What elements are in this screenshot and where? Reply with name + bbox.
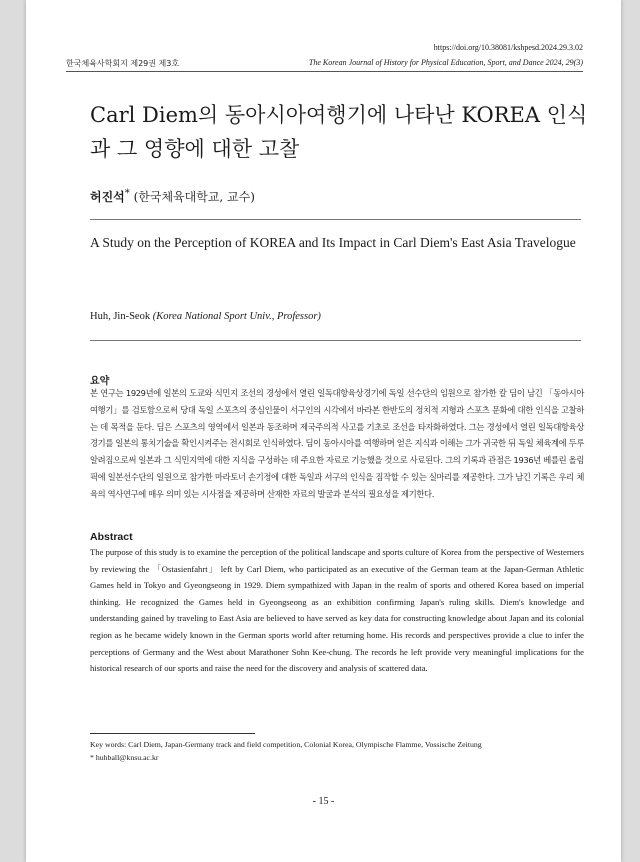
abstract-english-text: The purpose of this study is to examine the perception of the political landscape and sports culture of Korea from the perspective of Westerners by reviewing the 「Ostasienfahrt」 left by Carl Diem, who participated as an executive of the German team at the Japan-German Athletic Games held in Tokyo and Gyeongseong in 1929. Diem sympathized with Japan in the realm of sports and othered Korea based on imperial thinking. He recognized the Games held in Gyeongseong as an exhibition confirming Japan's ruling skills. Diem's knowledge and understanding gained by traveling to East Asia are believed to have served as key data for constructing knowledge about Japan and its colonial region as he became widely known in the German sports world after returning home. His records and perspectives provide a clue to infer the perceptions of Germany and the West about Marathoner Sohn Kee-chung. The records he left provide very meaningful implications for the historical research of our sports and raise the need for the discovery and analysis of scattered data. — [90, 547, 584, 674]
doi-link[interactable]: https://doi.org/10.38081/kshpesd.2024.29.3.02 — [433, 43, 583, 52]
author-korean-affiliation: (한국체육대학교, 교수) — [129, 190, 255, 204]
author-email[interactable]: * huhball@knsu.ac.kr — [90, 753, 159, 762]
title-korean: Carl Diem의 동아시아여행기에 나타난 KOREA 인식과 그 영향에 대한 고찰 — [90, 103, 588, 161]
page-number: - 15 - — [312, 796, 335, 807]
author-korean-name: 허진석 — [90, 190, 125, 204]
abstract-english-heading: Abstract — [90, 531, 133, 543]
author-english-affiliation: (Korea National Sport Univ., Professor) — [150, 311, 321, 322]
author-english — [90, 311, 321, 322]
title-english: A Study on the Perception of KOREA and Its Impact in Carl Diem's East Asia Travelogue — [90, 235, 576, 250]
title-divider-bottom — [90, 340, 581, 341]
author-english-name: Huh, Jin-Seok — [90, 311, 151, 322]
author-korean — [90, 188, 255, 205]
author-footnote-mark: * — [124, 188, 130, 199]
footnote-divider — [90, 733, 255, 734]
abstract-korean-heading: 요약 — [90, 376, 110, 387]
title-divider-top — [90, 219, 581, 220]
keywords: Key words: Carl Diem, Japan-Germany track and field competition, Colonial Korea, Olympische Flamme, Vossische Zeitung — [90, 740, 482, 749]
journal-name-english: The Korean Journal of History for Physical Education, Sport, and Dance 2024, 29(3) — [308, 58, 583, 67]
paper-page — [26, 0, 621, 862]
journal-name-korean: 한국체육사학회지 제29권 제3호 — [66, 59, 180, 68]
abstract-korean-text: 본 연구는 1929년에 일본의 도쿄와 식민지 조선의 경성에서 열린 일독대항육상경기에 독일 선수단의 임원으로 참가한 칼 딤이 남긴 「동아시아여행기」를 검토함으로써 당대 독일 스포츠의 중심인물이 서구인의 시각에서 바라본 한반도의 정치적 지형과 스포츠 문화에 대한 인식을 고찰하는 데 목적을 둔다. 딤은 스포츠의 영역에서 일본과 동조하며 제국주의적 사고를 기초로 조선을 타자화하였다. 그는 경성에서 열린 일독대항육상경기를 일본의 통치기술을 확인시켜주는 전시회로 인식하였다. 딤이 동아시아를 여행하며 얻은 지식과 이해는 그가 귀국한 뒤 독일 체육계에 두루 알려짐으로써 일본과 그 식민지역에 대한 지식을 구성하는 데 주요한 자료로 기능했을 것으로 사료된다. 그의 기록과 관점은 1936년 베를린 올림픽에 일본선수단의 일원으로 참가한 마라토너 손기정에 대한 독일과 서구의 인식을 짐작할 수 있는 실마리를 제공한다. 그가 남긴 기록은 우리 체육의 역사연구에 매우 의미 있는 시사점을 제공하며 산재한 자료의 발굴과 분석의 필요성을 제기한다. — [90, 388, 584, 499]
header-divider — [66, 71, 583, 72]
